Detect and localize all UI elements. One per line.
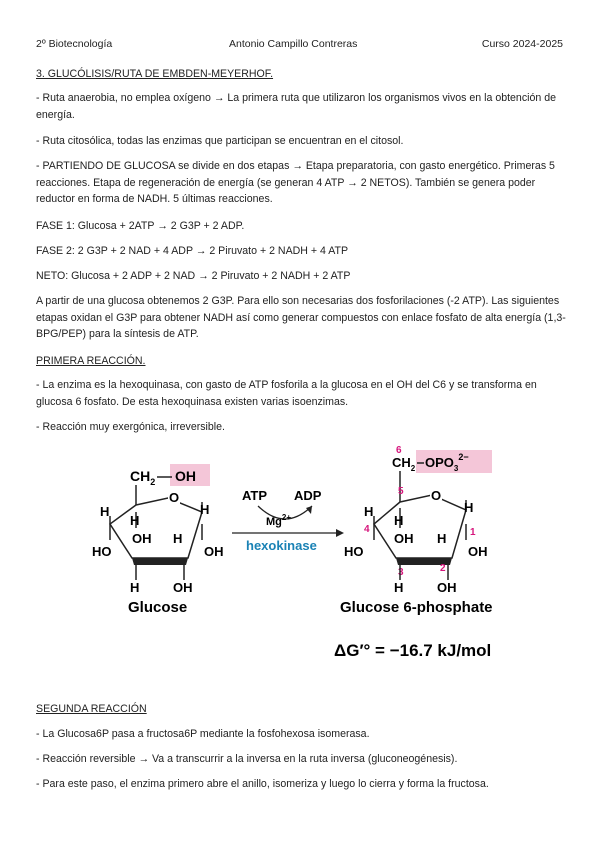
product-h5: H [394,513,404,528]
carbon-number-2: 2 [440,563,446,574]
glucose-h3-down: H [130,580,140,595]
glucose-h4-up: H [100,504,110,519]
header-author: Antonio Campillo Contreras [229,38,358,50]
carbon-number-4: 4 [364,524,370,535]
glucose-ch2: $CH_2$ [130,468,156,487]
second-reaction-title: SEGUNDA REACCIÓN [36,703,147,715]
glucose-c6-oh: OH [175,468,196,484]
first-reaction-title: PRIMERA REACCIÓN. [36,355,146,367]
product-opo3: $OPO_3^{2-}$ [425,452,469,473]
paragraph-reversible: - Reacción reversible → Va a transcurrir a la inversa en la ruta inversa (gluconeogénesis). [36,753,458,765]
delta-g-value: ΔG′° = −16.7 kJ/mol [334,641,492,660]
glucose-label: Glucose [128,599,188,616]
glucose-6-phosphate-label: Glucose 6-phosphate [340,599,493,616]
carbon-number-3: 3 [398,567,404,578]
glucose-oh3: OH [132,531,152,546]
paragraph-exergonic: - Reacción muy exergónica, irreversible. [36,421,225,433]
atp-label: ATP [242,488,268,503]
paragraph-ring-opening: - Para este paso, el enzima primero abre el anillo, isomeriza y luego lo cierra y forma la fructosa. [36,778,489,790]
section-title: 3. GLUCÓLISIS/RUTA DE EMBDEN-MEYERHOF. [36,68,274,80]
glucose-structure [92,464,224,616]
paragraph-g3p: A partir de una glucosa obtenemos 2 G3P. Para ello son necesarias dos fosforilaciones (-2 ATP). Las siguientes etapas oxidan el G3P para obtener NADH así como generar compuestos con enlace fosfato de alta energía (1,3-BPG/PEP) para la síntesis de ATP. [36,295,566,340]
header-course: 2º Biotecnología [36,38,113,50]
glucose-ho4: HO [92,544,112,559]
glucose-h2: H [173,531,183,546]
glucose-h5: H [130,513,140,528]
paragraph-stages: - PARTIENDO DE GLUCOSA se divide en dos etapas → Etapa preparatoria, con gasto energético. Primeras 5 reacciones. Etapa de regeneración de energía (se generan 4 ATP → 2 NETOS). También se genera poder reductor en forma de NADH. 5 últimas reacciones. [36,160,555,205]
glucose-oh1: OH [204,544,224,559]
product-h3-down: H [394,580,404,595]
equation-phase-2: FASE 2: 2 G3P + 2 NAD + 4 ADP → 2 Piruvato + 2 NADH + 4 ATP [36,245,349,257]
adp-label: ADP [294,488,322,503]
paragraph-cytosolic: - Ruta citosólica, todas las enzimas que participan se encuentran en el citosol. [36,135,404,147]
carbon-number-6: 6 [396,445,402,456]
product-oh2-down: OH [437,580,457,595]
mg-label: $Mg^{2+}$ [266,513,292,528]
arrow-head-icon [336,529,344,537]
hexokinase-reaction-figure [80,440,560,670]
glucose-6-phosphate-structure [334,445,493,660]
product-ring-o: O [431,488,442,503]
product-h2: H [437,531,447,546]
product-oh1: OH [468,544,488,559]
product-h1: H [464,500,474,515]
glucose-ring-o: O [169,490,180,505]
enzyme-label: hexokinase [246,538,317,553]
product-ho4: HO [344,544,364,559]
paragraph-hexokinase: - La enzima es la hexoquinasa, con gasto de ATP fosforila a la glucosa en el OH del C6 y se transforma en glucosa 6 fosfato. De esta hexoquinasa existen varias isoenzimas. [36,379,537,408]
glucose-h1: H [200,502,210,517]
equation-phase-1: FASE 1: Glucosa + 2ATP → 2 G3P + 2 ADP. [36,220,245,232]
paragraph-isomerase: - La Glucosa6P pasa a fructosa6P mediante la fosfohexosa isomerasa. [36,728,370,740]
paragraph-anaerobic: - Ruta anaerobia, no emplea oxígeno → La primera ruta que utilizaron los organismos vivos en la obtención de energía. [36,92,556,121]
carbon-number-5: 5 [398,486,404,497]
product-h4-up: H [364,504,374,519]
header-year: Curso 2024-2025 [481,38,563,50]
carbon-number-1: 1 [470,527,476,538]
reaction-arrow-group [232,488,344,553]
glucose-oh2-down: OH [173,580,193,595]
product-oh3: OH [394,531,414,546]
equation-net: NETO: Glucosa + 2 ADP + 2 NAD → 2 Piruvato + 2 NADH + 2 ATP [36,270,351,282]
product-ch2: $CH_2$ [392,455,416,473]
